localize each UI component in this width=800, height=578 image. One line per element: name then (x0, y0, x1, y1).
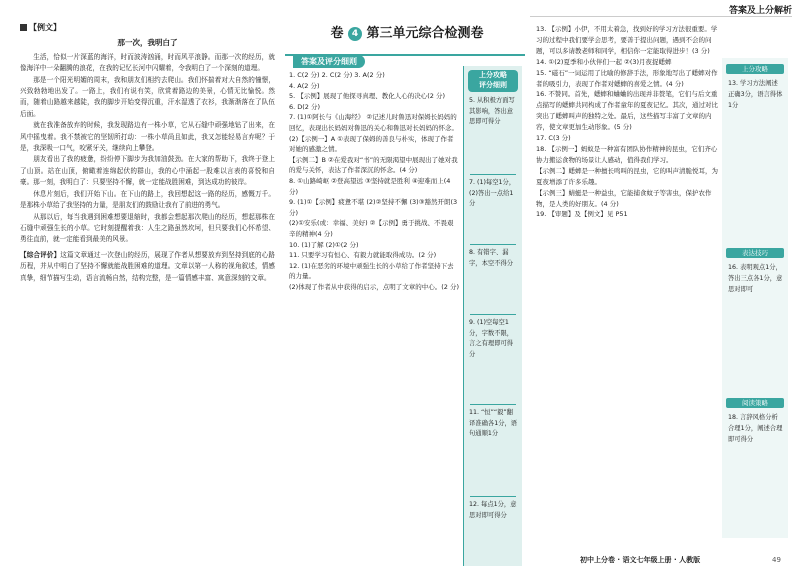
scoring-note: 5. 从积极方面写其影响，答出意思即可得分 (469, 97, 515, 125)
answer-item: 17. C(3 分) (536, 134, 571, 143)
answer-item: 9. (1)①【示例】疲惫不堪 (2)②坚持不懈 (3)③豁然开朗(3 分) (289, 198, 458, 217)
header-divider (530, 16, 792, 17)
answer-item: 13. 【示例】小伊，不用太着急，找到好的学习方法很重要。学习的过程中我们要学会思考，要善于提出问题，遇到不会的问题，可以多请教老师和同学，相信你一定能取得进步！(3 分) (536, 25, 718, 55)
note-divider (470, 404, 516, 405)
answer-item: 【示例二】B ②在爱我对“书”的无限渴望中展现出了她对我的爱与关怀，表达了作者深沉的怀念。(4 分) (289, 155, 458, 175)
answer-item: (2)①安乐(或：幸福、美好) ②【示例】勇于挑战、不畏艰辛的精神(4 分) (289, 219, 454, 238)
answer-item: 6. D(2 分) (289, 102, 321, 111)
page-number: 49 (772, 556, 781, 564)
essay-paragraph: 从那以后，每当我遇到困难想要退缩时，我都会想起那次爬山的经历，想起那株在石缝中顽强生长的小草。它时刻提醒着我：人生之路虽然坎坷，但只要我们心怀希望、勇往直前，就一定能看到最美的风景。 (20, 212, 275, 244)
strategy-tag: 表达技巧 (726, 248, 784, 258)
strategy-note: 13. 学习方法阐述正确3分，语言得体1分 (728, 80, 783, 109)
answer-item: 10. (1)了解 (2)①(2 分) (289, 240, 359, 249)
essay-paragraph: 就在我准备放弃的时候，我发现路边有一株小草，它从石缝中顽强地钻了出来，在风中摇曳着。我不禁被它的坚韧所打动：一株小草尚且如此，我又怎能轻易言弃呢？于是，我深吸一口气，咬紧牙关，继续向上攀登。 (20, 121, 275, 153)
comment-text: 这篇文章通过一次登山的经历，展现了作者从想要放弃到坚持到底的心路历程，并从中明白了坚持不懈就能战胜困难的道理。文章以第一人称的视角叙述，情感真挚，细节描写生动，语言流畅自然，结构完整，是一篇情感丰富、寓意深刻的文章。 (20, 250, 276, 282)
essay-paragraph: 休息片刻后，我们开始下山。在下山的路上，我回想起这一路的经历，感慨万千。是那株小草给了我坚持的力量，是朋友们的鼓励让我有了前进的勇气。 (20, 189, 275, 210)
comprehensive-comment (20, 250, 275, 284)
scoring-badge (468, 70, 518, 92)
answer-item: 【示例二】蟋蟀是一种擅长鸣叫的昆虫，它的叫声清脆悦耳，为夏夜增添了许多乐趣。 (536, 166, 718, 186)
book-label: 初中上分卷 · 语文七年级上册 · 人教版 (580, 556, 701, 564)
strategy-note: 18. 言辞风格分析合理1分，阐述合理即可得分 (728, 414, 783, 443)
answer-item: 【示例三】蜻蜓是一种益虫，它能捕食蚊子等害虫，保护农作物，是人类的好朋友。(4 分) (536, 188, 712, 208)
answer-item: 1. C(2 分) 2. C(2 分) 3. A(2 分) (289, 71, 385, 79)
square-icon (20, 24, 27, 31)
essay-title: 那一次，我明白了 (117, 38, 178, 48)
exam-title-main: 第三单元综合检测卷 (366, 26, 484, 41)
scoring-badge-title: 上分攻略 (479, 71, 507, 79)
scoring-note: 11. “恒”“毅”翻译准确各1分，语句通顺1分 (469, 409, 518, 437)
answer-item: (2)【示例一】A ①表现了保姆的善良与朴实，体现了作者对她的感激之情。 (289, 134, 454, 154)
left-page (20, 22, 275, 562)
right-page (536, 24, 791, 552)
example-tag (20, 22, 275, 33)
page-header-label: 答案及上分解析 (728, 6, 792, 16)
note-divider (470, 496, 516, 497)
middle-page (285, 22, 525, 562)
answer-list (289, 70, 459, 292)
answer-item: 18. 【示例一】蚂蚁是一种富有团队协作精神的昆虫，它们齐心协力搬运食物的场景让人感动，值得我们学习。 (536, 144, 718, 164)
answer-item: 12. (1)在恶劣的环境中顽强生长的小草给了作者坚持下去的力量。 (289, 261, 454, 281)
comment-label: 【综合评价】 (20, 250, 61, 259)
note-divider (470, 244, 516, 245)
scoring-note: 7. (1)每空1分，(2)答出一点给1分 (469, 179, 516, 207)
answer-strip-label: 答案及评分细则 (293, 55, 365, 68)
scoring-note: 8. 有错字、漏字，本空不得分 (469, 249, 514, 267)
answer-list-right (536, 24, 718, 220)
scoring-note: 9. (1)空每空1分，字数不限，言之有理即可得分 (469, 319, 514, 358)
exam-title-prefix: 卷 (330, 26, 344, 41)
scoring-note: 12. 每点1分，意思对即可得分 (469, 501, 517, 519)
example-tag-label: 【例文】 (29, 23, 61, 32)
answer-item: 16. 不赞同。首先，蟋蟀和蛐蛐的出现并非赘笔，它们与后文重点描写的蟋蟀共同构成了作者童年的夏夜记忆。其次，通过对比突出了蟋蟀叫声的独特之处。最后，这些描写丰富了文章的内容，使文章更加生动形象。(5 分) (536, 90, 718, 132)
scoring-badge-subtitle: 评分细则 (479, 81, 507, 89)
scoring-sidebar (463, 66, 522, 566)
answer-item: 19. 【审题】及【例文】见 P51 (536, 210, 628, 219)
answer-item: 5. 【示例】展现了他探寻真理、教化人心的决心(2 分) (289, 92, 446, 101)
exam-number-badge: 4 (348, 27, 362, 41)
answer-item: 15. “磁石”一词运用了比喻的修辞手法，形象地写出了蟋蟀对作者的吸引力，表现了作者对蟋蟀的喜爱之情。(4 分) (536, 68, 718, 88)
essay-paragraph: 朋友看出了我的疲惫，纷纷停下脚步为我加油鼓劲。在大家的帮助下，我终于登上了山顶。站在山顶，俯瞰着连绵起伏的群山，我的心中涌起一股难以言表的喜悦和自豪。那一刻，我明白了：只要坚持不懈，就一定能战胜困难，到达成功的彼岸。 (20, 155, 275, 187)
note-divider (470, 314, 516, 315)
note-divider (470, 174, 516, 175)
exam-title (297, 22, 517, 41)
essay-paragraph: 那是一个阳光明媚的周末，我和朋友们相约去爬山。我们怀揣着对大自然的憧憬，兴致勃勃地出发了。一路上，我们有说有笑，欣赏着路边的美景，心情无比愉悦。然而，随着山路越来越陡，我的脚步开始变得沉重，汗水湿透了衣衫，我渐渐落在了队伍后面。 (20, 75, 275, 118)
essay-paragraph: 生活，恰似一片深蓝的海洋，时而波涛汹涌，时而风平浪静。而那一次的经历，就像海洋中一朵翻腾的浪花，在我的记忆长河中闪耀着，令我明白了一个深刻的道理。 (20, 52, 275, 73)
strategy-note: 16. 表明观点1分，答出三点各1分，意思对即可 (728, 264, 783, 293)
answer-item: 7. (1)①阿长与《山海经》 ②记述儿时鲁迅对保姆长妈妈的回忆，表现出长妈妈对鲁迅的关心和鲁迅对长妈妈的怀念。 (289, 113, 458, 132)
answer-item: 8. ①山路崎岖 ②登高望远 ③坚持就是胜利 ④迎难而上(4 分) (289, 176, 451, 196)
answer-item: 4. A(2 分) (289, 81, 320, 90)
answer-item: 14. ①(2)夏季和小伙伴们一起 ②(3)月夜捉蟋蟀 (536, 57, 672, 66)
strategy-sidebar (722, 58, 788, 538)
strategy-tag: 上分攻略 (726, 64, 784, 74)
strategy-tag: 阅读策略 (726, 398, 784, 408)
answer-item: (2)体现了作者从中获得的启示，点明了文章的中心。(2 分) (289, 282, 459, 291)
answer-item: 11. 只要学习有恒心、有毅力就能取得成功。(2 分) (289, 251, 437, 260)
